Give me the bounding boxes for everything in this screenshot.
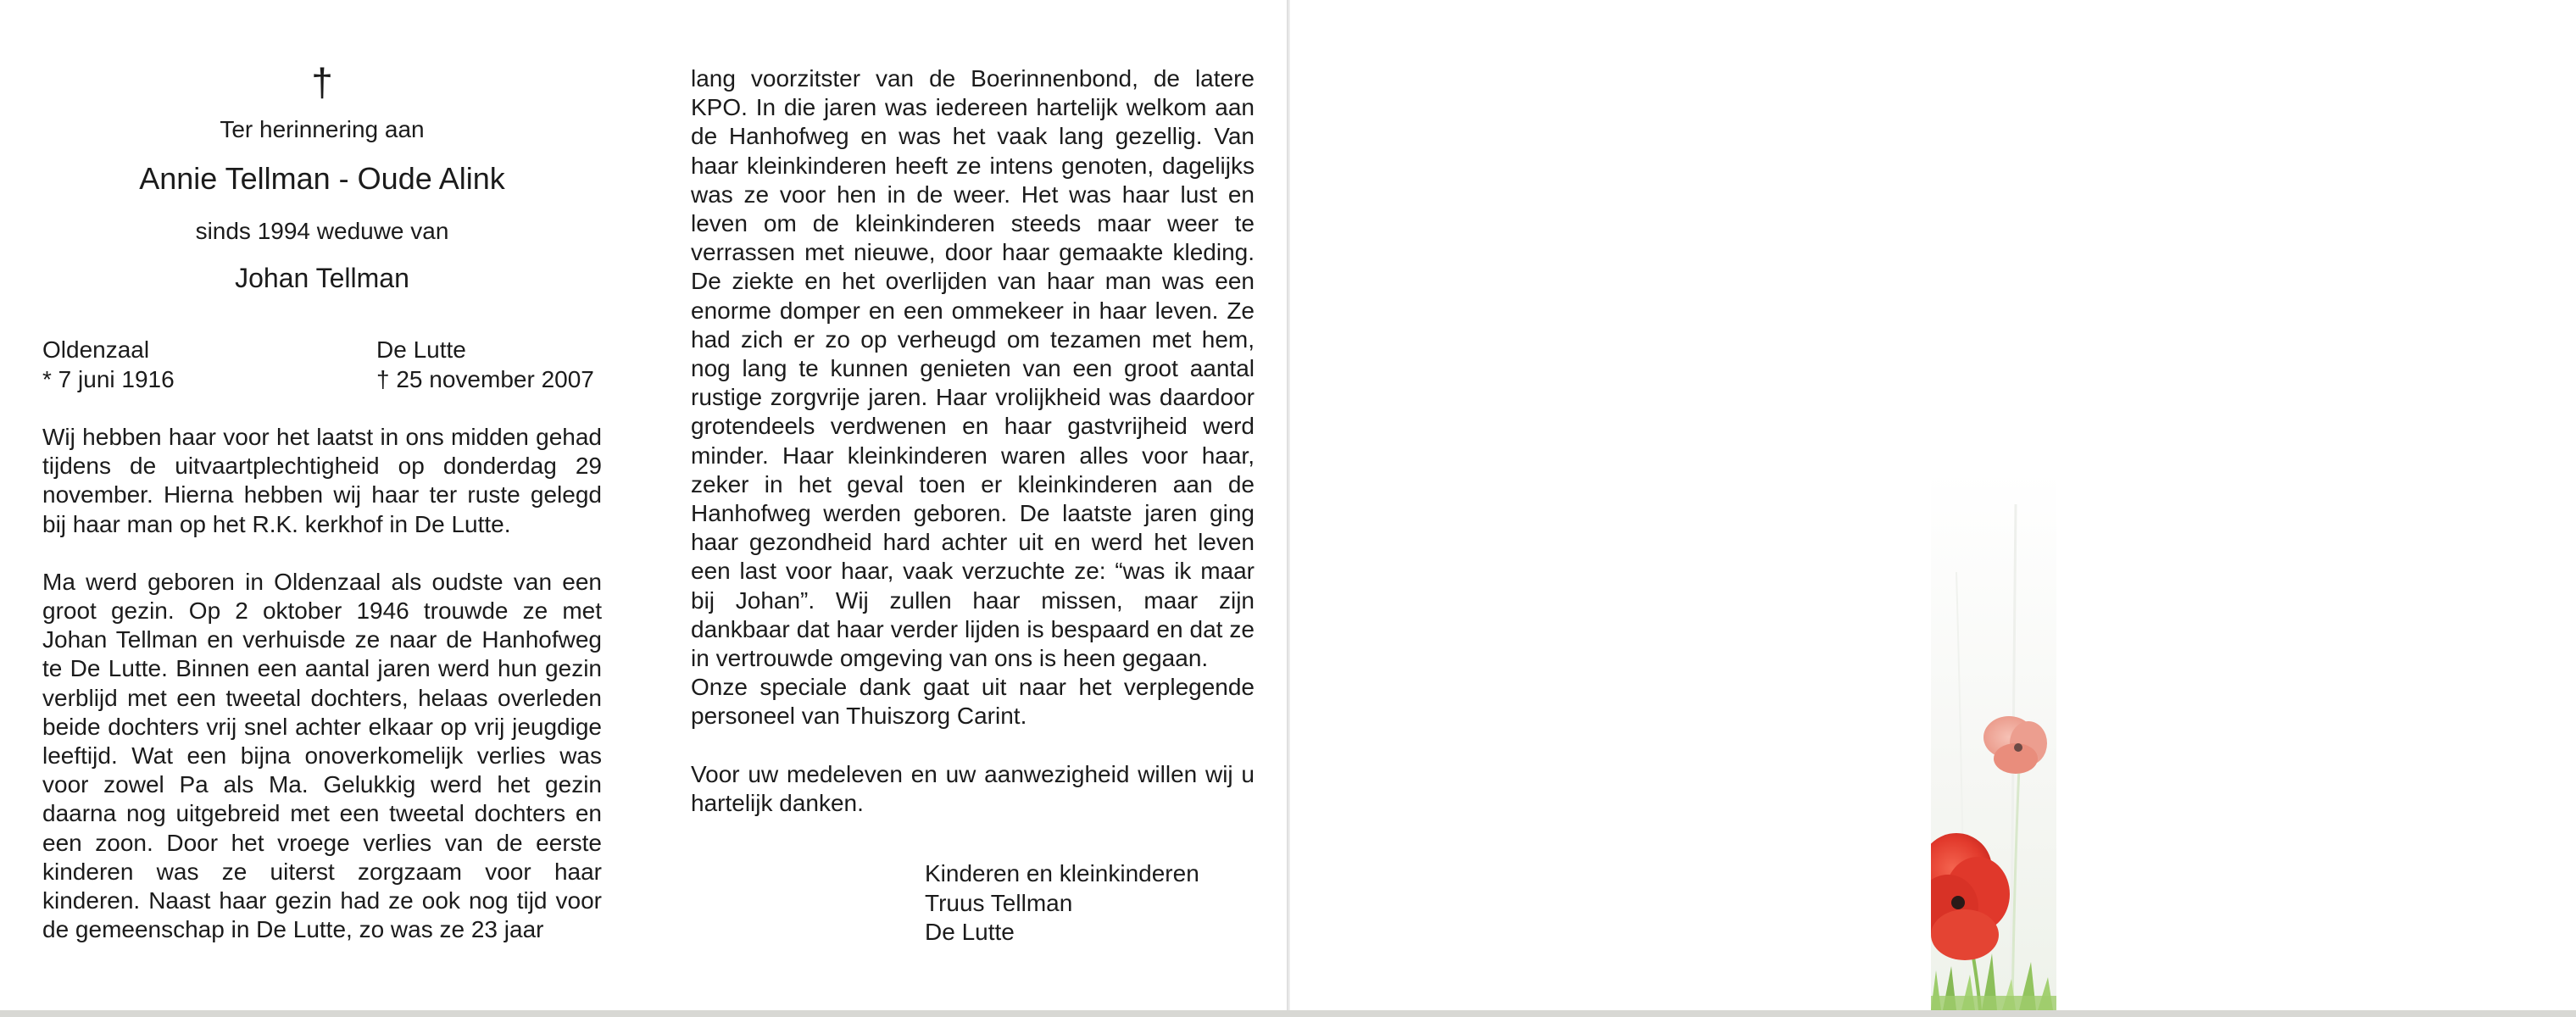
middle-body <box>691 64 1255 818</box>
biography-paragraph: Ma werd geboren in Oldenzaal als oudste van een groot gezin. Op 2 oktober 1946 trouwde ze met Johan Tellman en verhuisde ze naar de Hanhofweg te De Lutte. Binnen een aantal jaren werd hun gezin verblijd met een tweetal dochters, helaas overleden beide dochters vrij snel achter elkaar op vrij jeugdige leeftijd. Wat een bijna onoverkomelijk verlies was voor zowel Pa als Ma. Gelukkig werd het gezin daarna nog uitgebreid met een tweetal dochters en een zoon. Door het vroege verlies van de eerste kinderen was ze uiterst zorgzaam voor haar kinderen. Naast haar gezin had ze ook nog tijd voor de gemeenschap in De Lutte, zo was ze 23 jaar <box>42 568 602 943</box>
birth-info <box>42 335 175 394</box>
middle-page <box>691 0 1255 1010</box>
birth-date: * 7 juni 1916 <box>42 366 175 392</box>
signoff-place: De Lutte <box>925 919 1015 945</box>
poppies-photo <box>1931 470 2056 1010</box>
thanks-paragraph: Voor uw medeleven en uw aanwezigheid willen wij u hartelijk danken. <box>691 760 1255 816</box>
left-page <box>42 0 602 1010</box>
signoff-name: Truus Tellman <box>925 889 1073 916</box>
biography-continued: lang voorzitster van de Boerinnenbond, de latere KPO. In die jaren was iedereen hartelijk welkom aan de Hanhofweg en was het vaak lang gezellig. Van haar kleinkinderen heeft ze intens genoten, dagelijks was ze voor hen in de weer. Het was haar lust en leven om de kleinkinderen steeds maar weer te verrassen met nieuwe, door haar gemaakte kleding. De ziekte en het overlijden van haar man was een enorme domper en een ommekeer in haar leven. Ze had zich er zo op verheugd om tezamen met hem, nog lang te kunnen genieten van een groot aantal rustige zorgvrije jaren. Haar vrolijkheid was daardoor grotendeels verdwenen en haar gastvrijheid werd minder. Haar kleinkinderen waren alles voor haar, zeker in het geval toen er kleinkinderen aan de Hanhofweg werden geboren. De laatste jaren ging haar gezondheid hard achter uit en werd het leven een last voor haar, vaak verzuchte ze: “was ik maar bij Johan”. Wij zullen haar missen, maar zijn dankbaar dat haar verder lijden is bespaard en dat ze in vertrouwde omgeving van ons is heen gegaan. <box>691 65 1255 672</box>
death-info <box>376 335 594 394</box>
funeral-paragraph: Wij hebben haar voor het laatst in ons midden gehad tijdens de uitvaartplechtigheid op donderdag 29 november. Hierna hebben wij haar ter ruste gelegd bij haar man op het R.K. kerkhof in De Lutte. <box>42 424 602 537</box>
signoff-family: Kinderen en kleinkinderen <box>925 860 1199 886</box>
deceased-name: Annie Tellman - Oude Alink <box>139 161 505 196</box>
signoff <box>925 859 1199 948</box>
birth-place: Oldenzaal <box>42 336 150 363</box>
right-page <box>1290 0 2576 1010</box>
thanks-care-paragraph: Onze speciale dank gaat uit naar het verplegende personeel van Thuiszorg Carint. <box>691 674 1255 730</box>
death-place: De Lutte <box>376 336 466 363</box>
in-memory-heading: Ter herinnering aan <box>220 116 425 142</box>
cross-symbol: † <box>311 60 333 104</box>
widow-since: sinds 1994 weduwe van <box>195 218 449 244</box>
poppies-illustration <box>1931 470 2056 1010</box>
husband-name: Johan Tellman <box>235 263 409 293</box>
death-date: † 25 november 2007 <box>376 366 594 392</box>
left-body <box>42 423 602 944</box>
